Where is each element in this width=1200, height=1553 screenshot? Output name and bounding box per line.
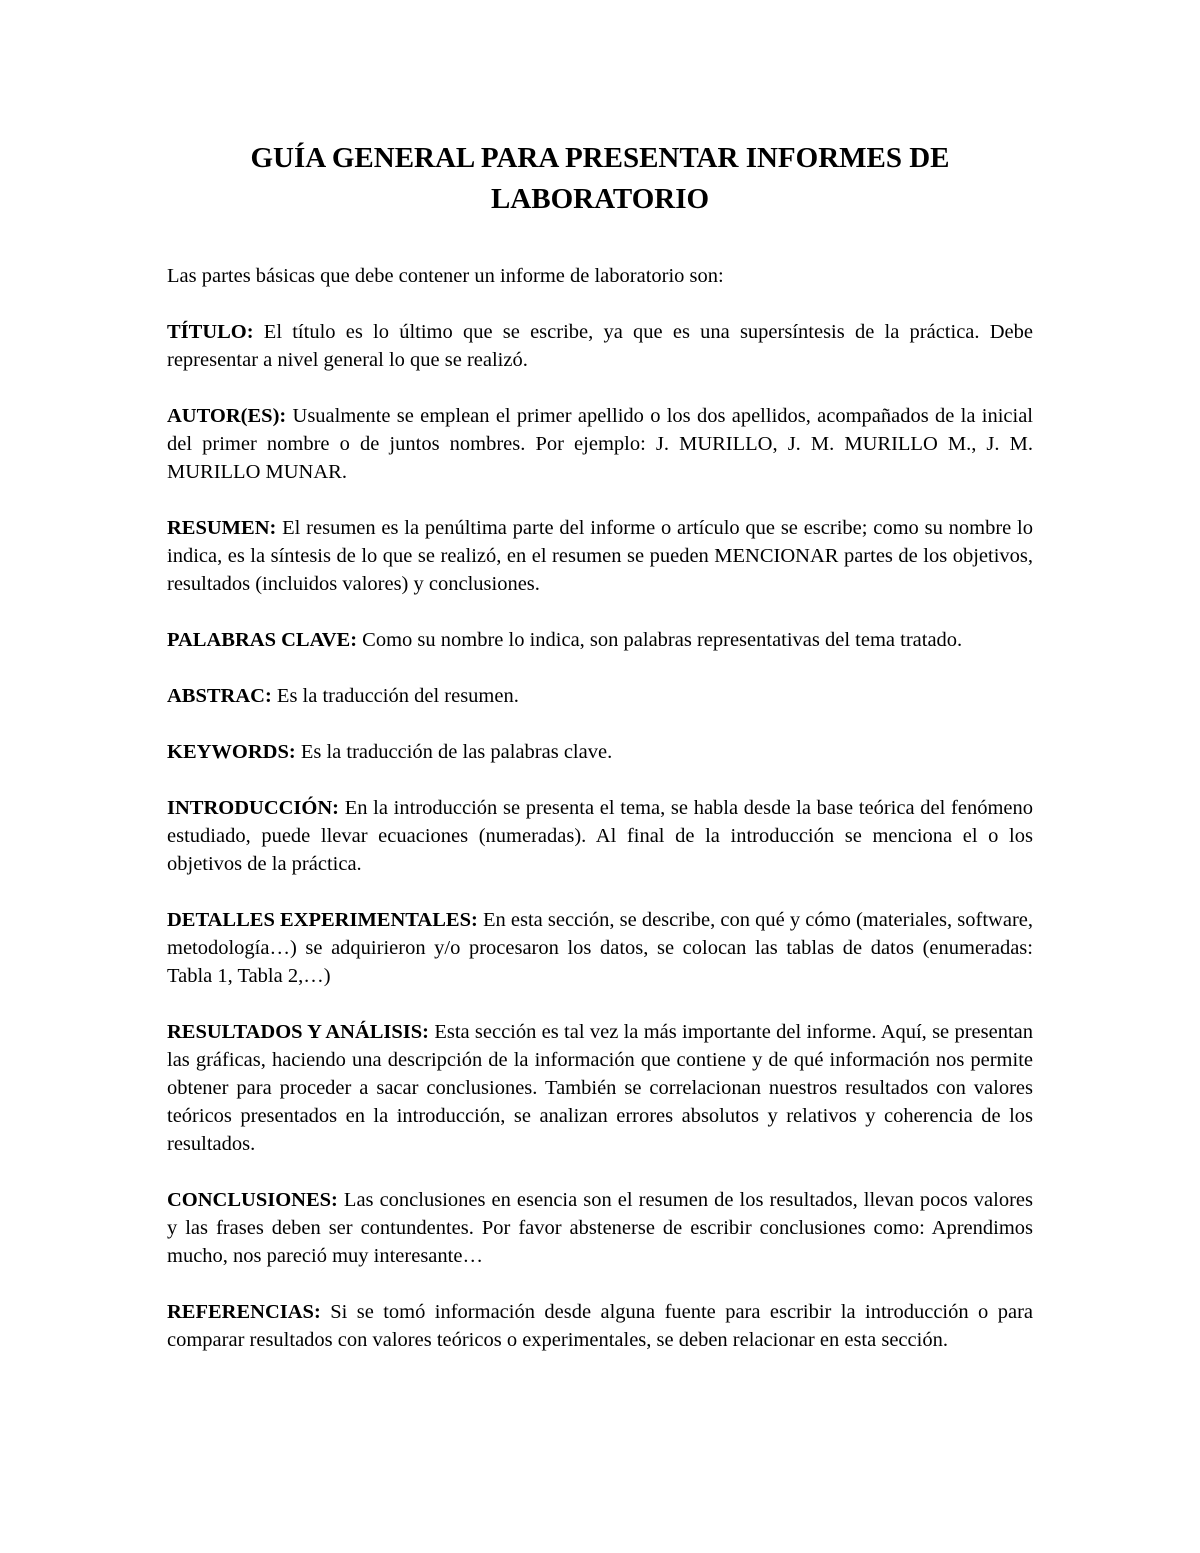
document-page xyxy=(167,138,1033,1382)
section-text: Es la traducción de las palabras clave. xyxy=(295,741,613,763)
section-heading: PALABRAS CLAVE: xyxy=(167,629,358,651)
section-resultados-analisis xyxy=(167,1018,1033,1158)
section-referencias xyxy=(167,1298,1033,1354)
section-text: El resumen es la penúltima parte del informe o artículo que se escribe; como su nombre lo indica, es la síntesis de lo que se realizó, en el resumen se pueden MENCIONAR partes de los objetivos, resultados (incluidos valores) y conclusiones. xyxy=(167,517,1033,595)
section-conclusiones xyxy=(167,1186,1033,1270)
section-heading: DETALLES EXPERIMENTALES: xyxy=(167,909,478,931)
intro-paragraph: Las partes básicas que debe contener un informe de laboratorio son: xyxy=(167,265,724,287)
document-title: GUÍA GENERAL PARA PRESENTAR INFORMES DE LABORATORIO xyxy=(250,142,950,215)
section-heading: TÍTULO: xyxy=(167,321,254,343)
section-abstrac xyxy=(167,682,1033,710)
section-text: En esta sección, se describe, con qué y cómo (materiales, software, metodología…) se adquirieron y/o procesaron los datos, se colocan las tablas de datos (enumeradas: Tabla 1, Tabla 2,…) xyxy=(167,909,1033,987)
section-heading: AUTOR(ES): xyxy=(167,405,287,427)
section-heading: RESUMEN: xyxy=(167,517,277,539)
section-text: Usualmente se emplean el primer apellido o los dos apellidos, acompañados de la inicial del primer nombre o de juntos nombres. Por ejemplo: J. MURILLO, J. M. MURILLO M., J. M. MURILLO MUNAR. xyxy=(167,405,1033,483)
section-heading: RESULTADOS Y ANÁLISIS: xyxy=(167,1021,430,1043)
section-heading: INTRODUCCIÓN: xyxy=(167,797,339,819)
section-text: Es la traducción del resumen. xyxy=(271,685,519,707)
section-text: Como su nombre lo indica, son palabras representativas del tema tratado. xyxy=(357,629,963,651)
section-text: Si se tomó información desde alguna fuente para escribir la introducción o para comparar resultados con valores teóricos o experimentales, se deben relacionar en esta sección. xyxy=(167,1301,1033,1351)
section-text: En la introducción se presenta el tema, se habla desde la base teórica del fenómeno estudiado, puede llevar ecuaciones (numeradas). Al final de la introducción se menciona el o los objetivos de la práctica. xyxy=(167,797,1033,875)
section-titulo xyxy=(167,318,1033,374)
section-text: Esta sección es tal vez la más importante del informe. Aquí, se presentan las gráficas, haciendo una descripción de la información que contiene y de qué información nos permite obtener para proceder a sacar conclusiones. También se correlacionan nuestros resultados con valores teóricos presentados en la introducción, se analizan errores absolutos y relativos y coherencia de los resultados. xyxy=(167,1021,1033,1155)
section-palabras-clave xyxy=(167,626,1033,654)
section-text: El título es lo último que se escribe, ya que es una supersíntesis de la práctica. Debe representar a nivel general lo que se realizó. xyxy=(167,321,1033,371)
section-introduccion xyxy=(167,794,1033,878)
section-autores xyxy=(167,402,1033,486)
section-detalles-experimentales xyxy=(167,906,1033,990)
section-resumen xyxy=(167,514,1033,598)
section-text: Las conclusiones en esencia son el resumen de los resultados, llevan pocos valores y las frases deben ser contundentes. Por favor abstenerse de escribir conclusiones como: Aprendimos mucho, nos pareció muy interesante… xyxy=(167,1189,1033,1267)
section-heading: CONCLUSIONES: xyxy=(167,1189,338,1211)
section-keywords xyxy=(167,738,1033,766)
section-heading: REFERENCIAS: xyxy=(167,1301,321,1323)
section-heading: ABSTRAC: xyxy=(167,685,272,707)
section-heading: KEYWORDS: xyxy=(167,741,296,763)
